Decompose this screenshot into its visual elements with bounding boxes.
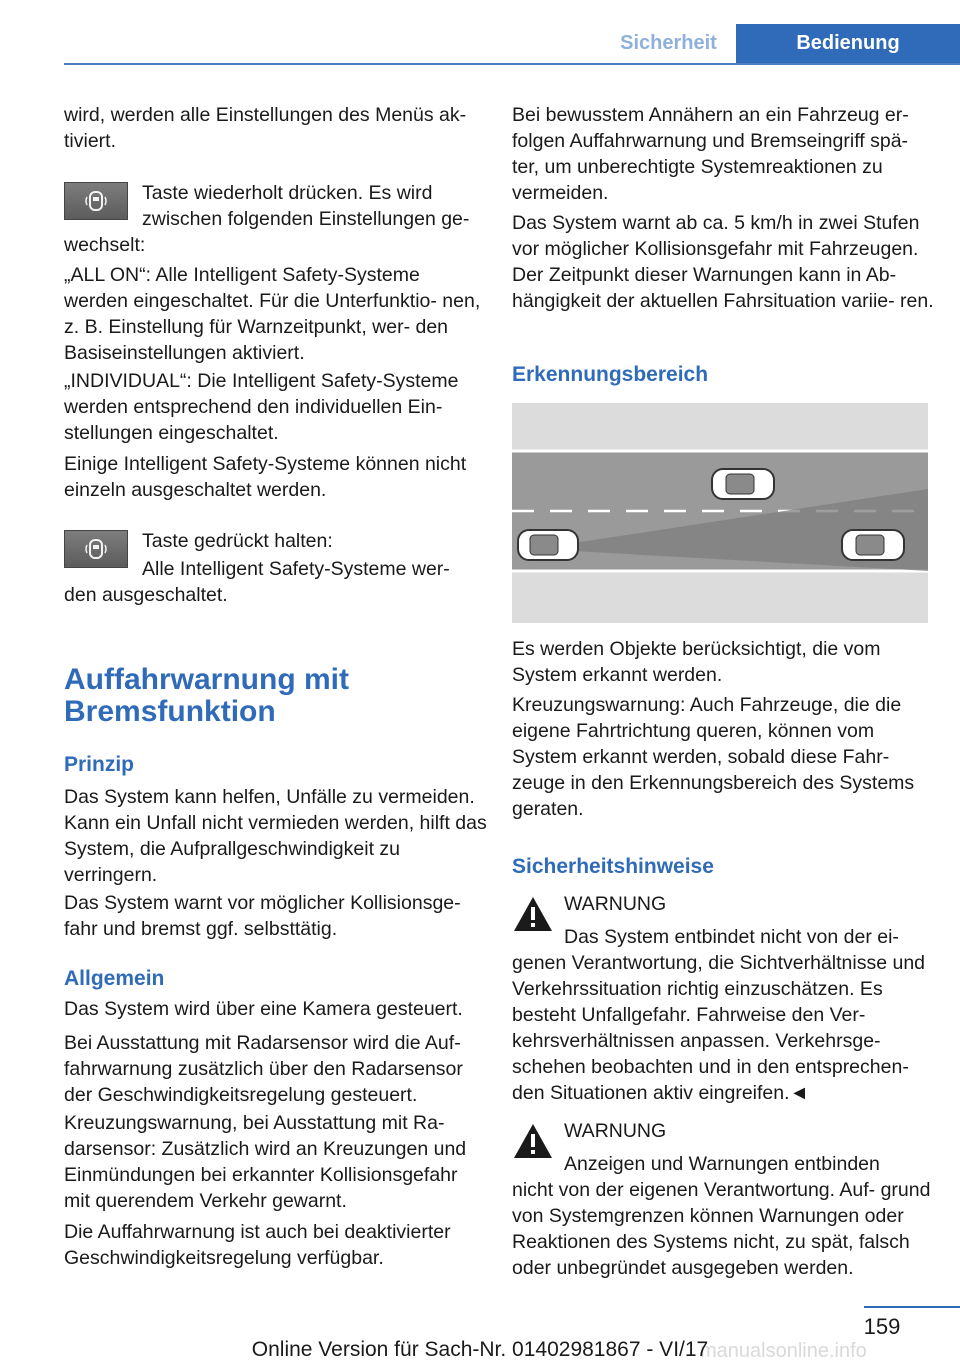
warning-icon xyxy=(512,1122,554,1160)
footer-rule xyxy=(864,1306,960,1308)
paragraph-kreuzungswarnung: Kreuzungswarnung: Auch Fahrzeuge, die die eigene Fahrtrichtung queren, können vom System erkannt werden, sobald diese Fahr‐ zeuge in den Erkennungsbereich des Systems geraten. xyxy=(512,694,915,820)
paragraph-prinzip-1: Das System kann helfen, Unfälle zu vermeiden. Kann ein Unfall nicht vermieden werden, hilft das System, die Aufprallgeschwindigkeit zu verringern. xyxy=(64,786,487,886)
warning-1-line-1: Das System entbindet nicht von der ei‐ xyxy=(564,926,899,948)
page-number: 159 xyxy=(863,1314,901,1339)
header-rule xyxy=(64,63,960,65)
car-ahead-top xyxy=(712,469,774,499)
paragraph-allgemein-2: Bei Ausstattung mit Radarsensor wird die Auf‐ fahrwarnung zusätzlich über den Radarsensor der Geschwindigkeitsregelung gesteuert. xyxy=(64,1032,463,1106)
paragraph-menu-settings: wird, werden alle Einstellungen des Menüs ak‐ tiviert. xyxy=(64,104,467,152)
hold-instruction-line-1: Taste gedrückt halten: xyxy=(142,530,333,552)
safety-car-icon xyxy=(85,537,107,561)
paragraph-objekte: Es werden Objekte berücksichtigt, die vom System erkannt werden. xyxy=(512,638,881,686)
paragraph-all-on: „ALL ON“: Alle Intelligent Safety-Systeme werden eingeschaltet. Für die Unterfunktio‐ nen, z. B. Einstellung für Warnzeitpunkt, wer‐ den Basiseinstellungen aktiviert. xyxy=(64,264,481,364)
detection-range-figure xyxy=(512,403,928,623)
paragraph-individual: „INDIVIDUAL“: Die Intelligent Safety-Systeme werden entsprechend den individuellen Ein‐ stellungen eingeschaltet. xyxy=(64,370,459,444)
button-instruction-line-3: wechselt: xyxy=(64,234,146,256)
section-title-auffahrwarnung: Auffahrwarnung mit Bremsfunktion xyxy=(64,663,349,728)
hold-instruction-line-3: den ausgeschaltet. xyxy=(64,584,228,606)
road-illustration xyxy=(512,403,928,623)
heading-erkennungsbereich: Erkennungsbereich xyxy=(512,363,709,386)
hold-instruction-line-2: Alle Intelligent Safety-Systeme wer‐ xyxy=(142,558,450,580)
safety-button-image-2 xyxy=(64,530,128,568)
safety-car-icon xyxy=(85,189,107,213)
paragraph-allgemein-1: Das System wird über eine Kamera gesteuert. xyxy=(64,998,463,1020)
warning-1-title: WARNUNG xyxy=(564,893,667,915)
paragraph-annaehern: Bei bewusstem Annähern an ein Fahrzeug er‐ folgen Auffahrwarnung und Bremseingriff spä‐ ter, um unberechtigte Systemreaktionen zu vermeiden. xyxy=(512,104,909,204)
warning-2-body: nicht von der eigenen Verantwortung. Auf‐ grund von Systemgrenzen können Warnungen oder Reaktionen des Systems nicht, zu spät, falsch oder unbegründet ausgegeben werden. xyxy=(512,1179,931,1279)
heading-sicherheitshinweise: Sicherheitshinweise xyxy=(512,855,714,878)
warning-2-title: WARNUNG xyxy=(564,1120,667,1142)
warning-icon xyxy=(512,895,554,933)
car-ahead-same-lane xyxy=(842,530,904,560)
tab-sicherheit[interactable]: Sicherheit xyxy=(601,24,736,63)
button-instruction-line-2: zwischen folgenden Einstellungen ge‐ xyxy=(142,208,470,230)
online-version-note: Online Version für Sach-Nr. 01402981867 - VI/17 xyxy=(251,1338,709,1361)
own-car xyxy=(518,530,578,560)
paragraph-allgemein-3: Kreuzungswarnung, bei Ausstattung mit Ra‐ darsensor: Zusätzlich wird an Kreuzungen und Einmündungen bei erkannter Kollisionsgefahr mit querendem Verkehr gewarnt. xyxy=(64,1112,467,1212)
button-instruction-line-1: Taste wiederholt drücken. Es wird xyxy=(142,182,433,204)
watermark: manualsonline.info xyxy=(700,1340,867,1362)
safety-button-image xyxy=(64,182,128,220)
heading-allgemein: Allgemein xyxy=(64,967,165,990)
heading-prinzip: Prinzip xyxy=(64,753,135,776)
paragraph-prinzip-2: Das System warnt vor möglicher Kollisionsge‐ fahr und bremst ggf. selbsttätig. xyxy=(64,892,461,940)
tab-bedienung[interactable]: Bedienung xyxy=(736,24,960,63)
warning-2-line-1: Anzeigen und Warnungen entbinden xyxy=(564,1153,880,1175)
warning-1-body: genen Verantwortung, die Sichtverhältnisse und Verkehrssituation richtig einzuschätzen. Es besteht Unfallgefahr. Fahrweise den Ver‐ kehrsverhältnissen anpassen. Verkehrsge‐ schehen beobachten und in den entsprechen‐ den Situationen aktiv eingreifen.◄ xyxy=(512,952,926,1104)
paragraph-einige: Einige Intelligent Safety-Systeme können nicht einzeln ausgeschaltet werden. xyxy=(64,453,467,501)
paragraph-warnstufen: Das System warnt ab ca. 5 km/h in zwei Stufen vor möglicher Kollisionsgefahr mit Fahrzeugen. Der Zeitpunkt dieser Warnungen kann in Ab‐ hängigkeit der aktuellen Fahrsituation variie‐ ren. xyxy=(512,212,934,312)
paragraph-allgemein-4: Die Auffahrwarnung ist auch bei deaktivierter Geschwindigkeitsregelung verfügbar. xyxy=(64,1221,451,1269)
